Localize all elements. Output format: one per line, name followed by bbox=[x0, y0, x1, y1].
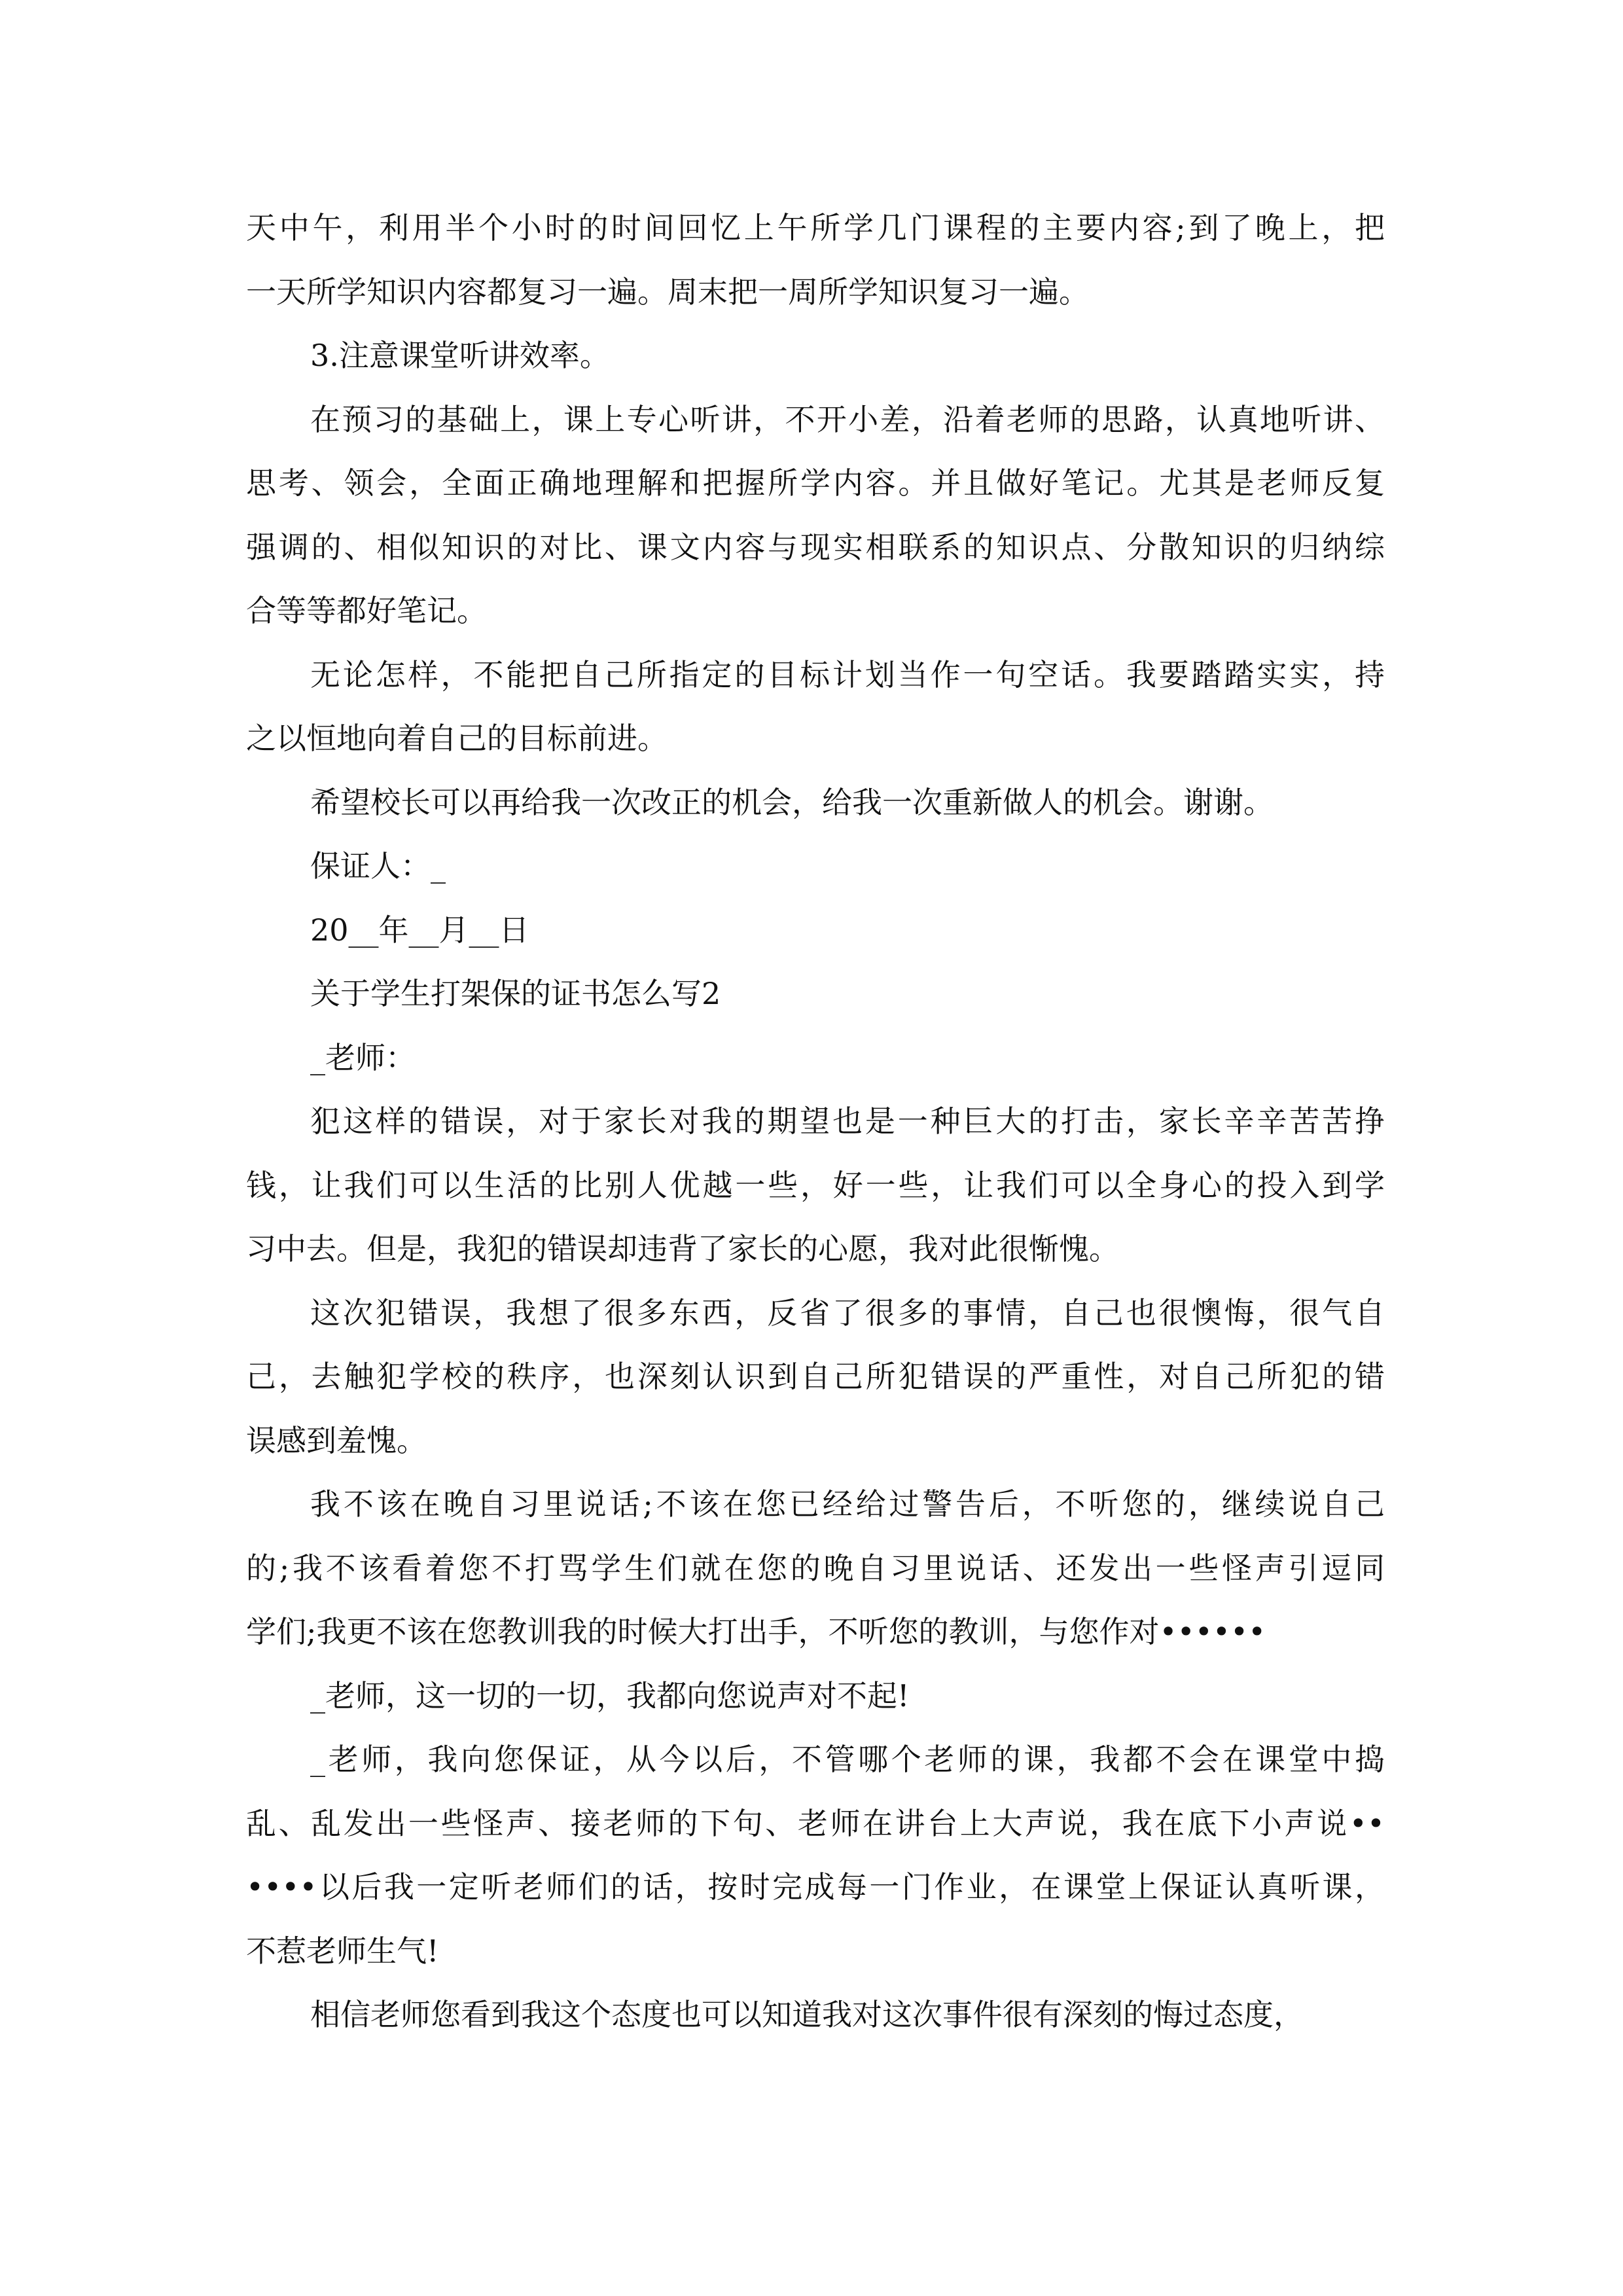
text-line: 在预习的基础上，课上专心听讲，不开小差，沿着老师的思路，认真地听讲、 bbox=[310, 401, 1385, 437]
text-line: ••••以后我一定听老师们的话，按时完成每一门作业，在课堂上保证认真听课， bbox=[246, 1869, 1385, 1905]
text-line: 相信老师您看到我这个态度也可以知道我对这次事件很有深刻的悔过态度， bbox=[310, 1997, 1304, 2032]
text-line: _老师，这一切的一切，我都向您说声对不起! bbox=[310, 1677, 910, 1713]
text-line: 合等等都好笔记。 bbox=[246, 593, 487, 628]
text-line: 学们;我更不该在您教训我的时候大打出手，不听您的教训，与您作对•••••• bbox=[246, 1614, 1266, 1649]
text-line: _老师，我向您保证，从今以后，不管哪个老师的课，我都不会在课堂中捣 bbox=[310, 1742, 1385, 1777]
text-line: 乱、乱发出一些怪声、接老师的下句、老师在讲台上大声说，我在底下小声说•• bbox=[246, 1805, 1385, 1841]
text-line: 不惹老师生气! bbox=[246, 1933, 439, 1969]
text-line: 希望校长可以再给我一次改正的机会，给我一次重新做人的机会。谢谢。 bbox=[310, 784, 1274, 820]
text-line: 之以恒地向着自己的目标前进。 bbox=[246, 721, 668, 756]
salutation: _老师： bbox=[310, 1039, 416, 1075]
text-line: 天中午，利用半个小时的时间回忆上午所学几门课程的主要内容;到了晚上，把 bbox=[246, 210, 1385, 245]
date-line: 20__年__月__日 bbox=[310, 912, 529, 948]
text-line: 误感到羞愧。 bbox=[246, 1422, 427, 1458]
guarantor-line: 保证人：_ bbox=[310, 848, 446, 884]
text-line: 钱，让我们可以生活的比别人优越一些，好一些，让我们可以全身心的投入到学 bbox=[246, 1167, 1385, 1203]
text-line: 习中去。但是，我犯的错误却违背了家长的心愿，我对此很惭愧。 bbox=[246, 1231, 1119, 1266]
text-line: 无论怎样，不能把自己所指定的目标计划当作一句空话。我要踏踏实实，持 bbox=[310, 656, 1385, 692]
text-line: 的;我不该看着您不打骂学生们就在您的晚自习里说话、还发出一些怪声引逗同 bbox=[246, 1550, 1385, 1586]
section-heading: 3.注意课堂听讲效率。 bbox=[310, 338, 610, 373]
text-line: 这次犯错误，我想了很多东西，反省了很多的事情，自己也很懊悔，很气自 bbox=[310, 1295, 1385, 1331]
text-line: 己，去触犯学校的秩序，也深刻认识到自己所犯错误的严重性，对自己所犯的错 bbox=[246, 1359, 1385, 1394]
text-line: 思考、领会，全面正确地理解和把握所学内容。并且做好笔记。尤其是老师反复 bbox=[246, 465, 1385, 501]
text-line: 一天所学知识内容都复习一遍。周末把一周所学知识复习一遍。 bbox=[246, 274, 1089, 310]
section-title: 关于学生打架保的证书怎么写2 bbox=[310, 976, 721, 1011]
document-body bbox=[246, 196, 1385, 2047]
text-line: 我不该在晚自习里说话;不该在您已经给过警告后，不听您的，继续说自己 bbox=[310, 1486, 1385, 1522]
text-line: 犯这样的错误，对于家长对我的期望也是一种巨大的打击，家长辛辛苦苦挣 bbox=[310, 1103, 1385, 1139]
text-line: 强调的、相似知识的对比、课文内容与现实相联系的知识点、分散知识的归纳综 bbox=[246, 529, 1385, 565]
